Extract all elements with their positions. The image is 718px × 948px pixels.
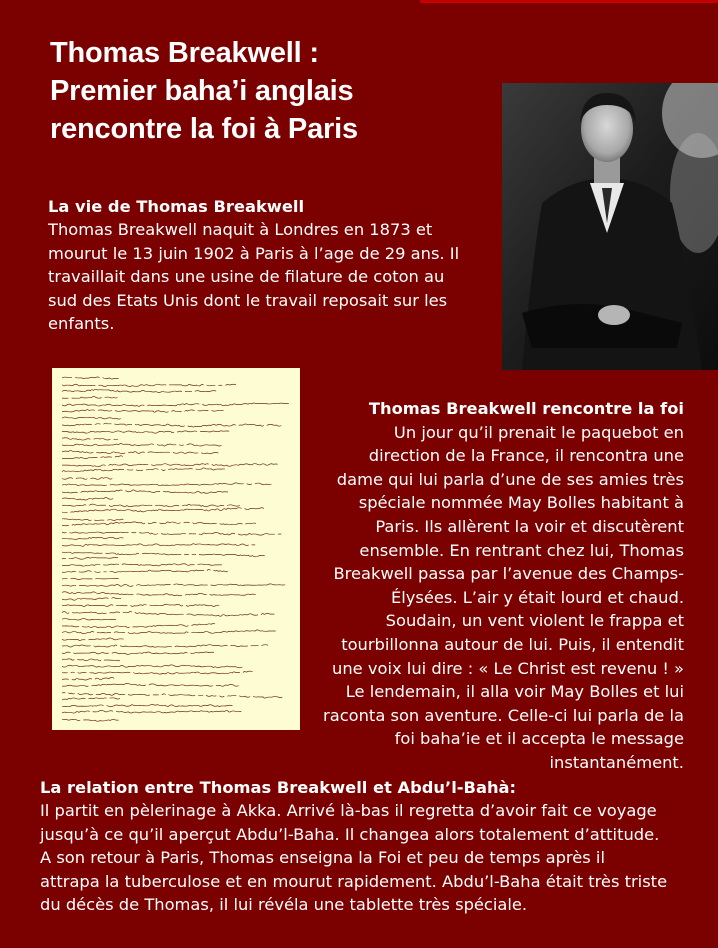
tablet-text-line bbox=[62, 552, 265, 557]
section-life bbox=[48, 195, 478, 335]
tablet-text-line bbox=[62, 463, 281, 466]
tablet-text-line bbox=[62, 504, 240, 507]
tablet-text-line bbox=[62, 483, 275, 486]
tablet-text-line bbox=[62, 683, 239, 686]
tablet-handwriting bbox=[52, 368, 300, 730]
tablet-refrain-line bbox=[62, 537, 123, 539]
tablet-text-line bbox=[62, 604, 219, 606]
tablet-text-line bbox=[62, 532, 281, 535]
tablet-text-line bbox=[62, 544, 255, 547]
title-line-3: rencontre la foi à Paris bbox=[50, 113, 358, 145]
tablet-refrain-line bbox=[62, 498, 116, 500]
section-life-body: Thomas Breakwell naquit à Londres en 1873 et mourut le 13 juin 1902 à Paris à l’age de 29 ans. Il travaillait dans une usine de filature de coton au sud des Etats Unis dont le travail reposait sur les enfants. bbox=[48, 220, 460, 334]
tablet-text-line bbox=[62, 665, 245, 668]
tablet-text-line bbox=[62, 450, 218, 453]
tablet-text-line bbox=[62, 384, 236, 386]
tablet-text-line bbox=[62, 584, 285, 587]
tablet-text-line bbox=[62, 630, 276, 634]
tablet-refrain-line bbox=[62, 659, 120, 661]
tablet-refrain-line bbox=[62, 638, 127, 640]
section-relation-body: Il partit en pèlerinage à Akka. Arrivé là-bas il regretta d’avoir fait ce voyage jusqu’à ce qu’il aperçut Abdu’l-Baha. Il changea alors totalement d’attitude. A son retour à Paris, Thomas enseigna la Foi et peu de temps après il attrapa la tuberculose et en mourut rapidement. Abdu’l-Baha était très triste du décès de Thomas, il lui révéla une tablette très spéciale. bbox=[40, 801, 668, 915]
section-meeting-body: Un jour qu’il prenait le paquebot en direction de la France, il rencontra une dame qui lui parla d’une de ses amies très spéciale nommée May Bolles habitant à Paris. Ils allèrent la voir et discutèrent ensemble. En rentrant chez lui, Thomas Breakwell passa par l’avenue des Champs- Élysées. L’air y était lourd et chaud. Soudain, un vent violent le frappa et tourbillonna autour de lui. Puis, il entendit une voix lui dire : « Le Christ est revenu ! » Le lendemain, il alla voir May Bolles et lui raconta son aventure. Celle-ci lui parla de la foi baha’ie et il accepta le message instantanément. bbox=[323, 422, 684, 772]
title-line-1: Thomas Breakwell : bbox=[50, 37, 319, 69]
tablet-text-line bbox=[62, 623, 215, 627]
tablet-text-line bbox=[62, 508, 264, 513]
section-life-heading: La vie de Thomas Breakwell bbox=[48, 197, 305, 216]
tablet-refrain-line bbox=[62, 377, 119, 379]
tablet-text-line bbox=[62, 522, 256, 526]
portrait-photo bbox=[502, 83, 718, 370]
tablet-refrain-line bbox=[62, 598, 121, 601]
tablet-refrain-line bbox=[62, 478, 112, 480]
page-title bbox=[50, 34, 480, 148]
tablet-text-line bbox=[62, 652, 214, 654]
tablet-refrain-line bbox=[62, 397, 118, 399]
tablet-manuscript-image bbox=[52, 368, 300, 730]
tablet-text-line bbox=[62, 431, 229, 433]
section-meeting-heading: Thomas Breakwell rencontre la foi bbox=[368, 399, 684, 418]
tablet-refrain-line bbox=[62, 698, 120, 700]
tablet-text-line bbox=[62, 592, 256, 596]
tablet-text-line bbox=[62, 611, 277, 616]
tablet-refrain-line bbox=[62, 557, 118, 559]
section-relation-heading: La relation entre Thomas Breakwell et Abdu’l-Bahà: bbox=[40, 778, 517, 797]
tablet-refrain-line bbox=[62, 519, 123, 521]
tablet-text-line bbox=[62, 443, 225, 446]
section-meeting-faith bbox=[316, 397, 684, 775]
section-relation bbox=[40, 776, 710, 916]
tablet-text-line bbox=[62, 569, 228, 572]
tablet-text-line bbox=[62, 564, 222, 566]
tablet-refrain-line bbox=[62, 678, 114, 680]
title-line-2: Premier baha’i anglais bbox=[50, 75, 354, 107]
tablet-text-line bbox=[62, 645, 268, 647]
tablet-text-line bbox=[62, 490, 228, 493]
tablet-text-line bbox=[62, 410, 224, 413]
tablet-text-line bbox=[62, 710, 244, 713]
tablet-text-line bbox=[62, 389, 216, 392]
tablet-text-line bbox=[62, 693, 282, 698]
tablet-refrain-line bbox=[62, 719, 119, 721]
portrait-image bbox=[502, 83, 718, 370]
tablet-refrain-line bbox=[62, 438, 118, 440]
tablet-refrain-line bbox=[62, 618, 116, 620]
tablet-text-line bbox=[62, 704, 233, 706]
tablet-text-line bbox=[62, 468, 228, 472]
tablet-text-line bbox=[62, 423, 281, 427]
tablet-text-line bbox=[62, 403, 289, 406]
tablet-refrain-line bbox=[62, 417, 121, 419]
tablet-text-line bbox=[62, 671, 252, 674]
tablet-refrain-line bbox=[62, 578, 119, 579]
tablet-refrain-line bbox=[62, 456, 123, 459]
top-accent-line bbox=[420, 0, 718, 3]
